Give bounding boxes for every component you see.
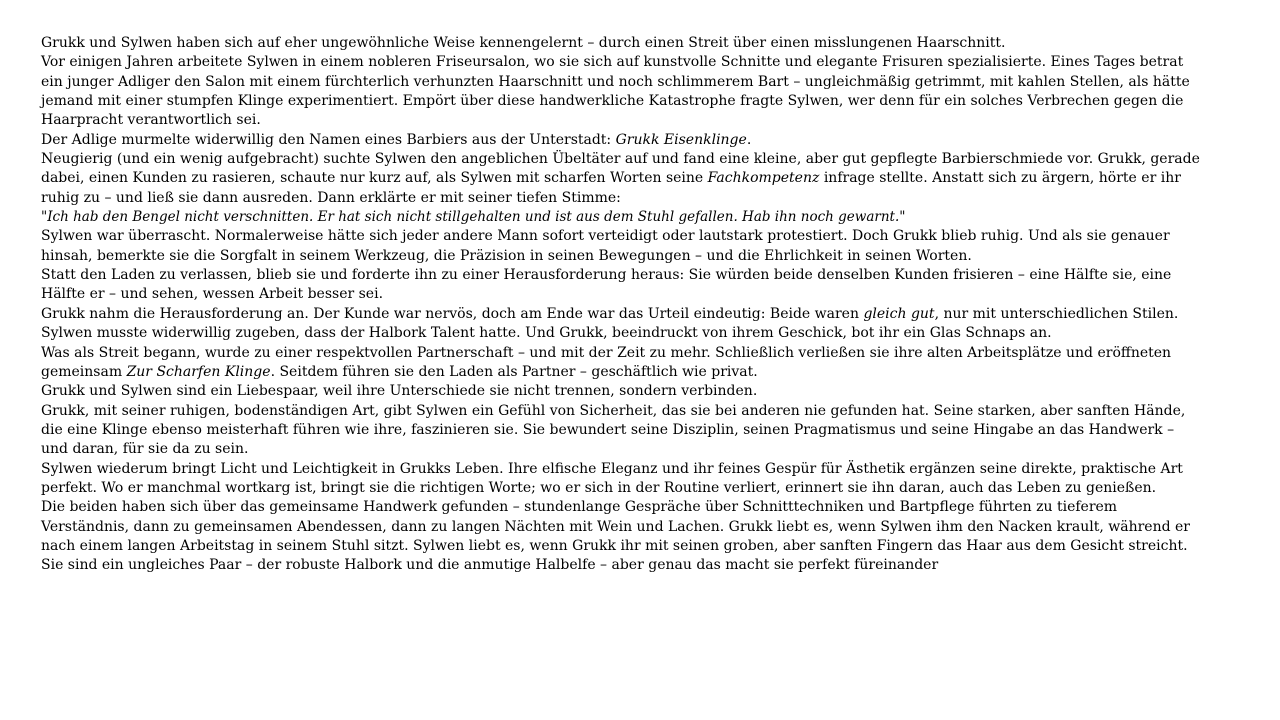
paragraph bbox=[41, 227, 1201, 266]
paragraph-text: Grukk und Sylwen haben sich auf eher ungewöhnliche Weise kennengelernt – durch einen Streit über einen misslungenen Haarschnitt. bbox=[41, 35, 1006, 51]
paragraph-text: Sie sind ein ungleiches Paar – der robuste Halbork und die anmutige Halbelfe – aber genau das macht sie perfekt füreinander bbox=[41, 557, 939, 574]
paragraph-text: . bbox=[746, 131, 752, 148]
paragraph bbox=[41, 498, 1201, 556]
paragraph-text: "Ich hab den Bengel nicht verschnitten. Er hat sich nicht stillgehalten und ist aus dem Stuhl gefallen. Hab ihn noch gewarnt." bbox=[41, 209, 906, 226]
emphasis-text: Fachkompetenz bbox=[707, 170, 820, 187]
paragraph bbox=[41, 150, 1201, 208]
paragraph-text: Sylwen war überrascht. Normalerweise hätte sich jeder andere Mann sofort verteidigt oder lautstark protestiert. Doch Grukk blieb ruhig. Und als sie genauer hinsah, bemerkte sie die Sorgfalt in seinem Werkzeug, die Präzision in seinen Bewegungen – und die Ehrlichkeit in seinen Worten. bbox=[41, 228, 1170, 264]
paragraph bbox=[41, 53, 1201, 130]
document-text-block bbox=[41, 34, 1201, 576]
paragraph-text: , nur mit unterschiedlichen Stilen. Sylwen musste widerwillig zugeben, dass der Halbork Talent hatte. Und Grukk, beeindruckt von ihrem Geschick, bot ihr ein Glas Schnaps an. bbox=[41, 305, 1179, 342]
paragraph bbox=[41, 402, 1201, 460]
paragraph bbox=[41, 34, 1201, 53]
paragraph-text: Vor einigen Jahren arbeitete Sylwen in einem nobleren Friseursalon, wo sie sich auf kunstvolle Schnitte und elegante Frisuren spezialisierte. Eines Tages betrat ein junger Adliger den Salon mit einem fürchterlich verhunzten Haarschnitt und noch schlimmerem Bart – ungleichmäßig getrimmt, mit kahlen Stellen, als hätte jemand mit einer stumpfen Klinge experimentiert. Empört über diese handwerkliche Katastrophe fragte Sylwen, wer denn für ein solches Verbrechen gegen die Haarpracht verantwortlich sei. bbox=[41, 54, 1190, 129]
paragraph-text: Der Adlige murmelte widerwillig den Namen eines Barbiers aus der Unterstadt: bbox=[41, 131, 616, 148]
paragraph-text: Statt den Laden zu verlassen, blieb sie und forderte ihn zu einer Herausforderung heraus: Sie würden beide denselben Kunden frisieren – eine Hälfte sie, eine Hälfte er – und sehen, wessen Arbeit besser sei. bbox=[41, 267, 1172, 303]
paragraph bbox=[41, 460, 1201, 499]
paragraph-text: Grukk, mit seiner ruhigen, bodenständigen Art, gibt Sylwen ein Gefühl von Sicherheit, das sie bei anderen nie gefunden hat. Seine starken, aber sanften Hände, die eine Klinge ebenso meisterhaft führen wie ihre, faszinieren sie. Sie bewundert seine Disziplin, seinen Pragmatismus und seine Hingabe an das Handwerk – und daran, für sie da zu sein. bbox=[41, 402, 1186, 458]
paragraph-text: . Seitdem führen sie den Laden als Partner – geschäftlich wie privat. bbox=[270, 363, 758, 380]
paragraph-text: Neugierig (und ein wenig aufgebracht) suchte Sylwen den angeblichen Übeltäter auf und fand eine kleine, aber gut gepflegte Barbierschmiede vor. Grukk, gerade dabei, einen Kunden zu rasieren, schaute nur kurz auf, als Sylwen mit scharfen Worten seine bbox=[41, 151, 1200, 187]
paragraph bbox=[41, 382, 1201, 401]
paragraph bbox=[41, 305, 1201, 344]
paragraph-text: Grukk und Sylwen sind ein Liebespaar, weil ihre Unterschiede sie nicht trennen, sondern verbinden. bbox=[41, 383, 758, 400]
paragraph bbox=[41, 344, 1201, 383]
paragraph bbox=[41, 266, 1201, 305]
paragraph-text: Die beiden haben sich über das gemeinsame Handwerk gefunden – stundenlange Gespräche über Schnitttechniken und Bartpflege führten zu tieferem Verständnis, dann zu gemeinsamen Abendessen, dann zu langen Nächten mit Wein und Lachen. Grukk liebt es, wenn Sylwen ihm den Nacken krault, während er nach einem langen Arbeitstag in seinem Stuhl sitzt. Sylwen liebt es, wenn Grukk ihr mit seinen groben, aber sanften Fingern das Haar aus dem Gesicht streicht. bbox=[41, 499, 1190, 554]
quote-paragraph bbox=[41, 208, 1201, 227]
paragraph-text: Was als Streit begann, wurde zu einer respektvollen Partnerschaft – und mit der Zeit zu mehr. Schließlich verließen sie ihre alten Arbeitsplätze und eröffneten gemeinsam bbox=[41, 344, 1172, 380]
paragraph bbox=[41, 556, 1201, 575]
emphasis-text: Zur Scharfen Klinge bbox=[126, 363, 271, 380]
emphasis-text: gleich gut bbox=[863, 305, 935, 322]
paragraph-text: infrage stellte. Anstatt sich zu ärgern, hörte er ihr ruhig zu – und ließ sie dann ausreden. Dann erklärte er mit seiner tiefen Stimme: bbox=[41, 170, 1181, 206]
paragraph-text: Sylwen wiederum bringt Licht und Leichtigkeit in Grukks Leben. Ihre elfische Eleganz und ihr feines Gespür für Ästhetik ergänzen seine direkte, praktische Art perfekt. Wo er manchmal wortkarg ist, bringt sie die richtigen Worte; wo er sich in der Routine verliert, erinnert sie ihn daran, auch das Leben zu genießen. bbox=[41, 460, 1183, 496]
paragraph bbox=[41, 131, 1201, 150]
paragraph-text: Grukk nahm die Herausforderung an. Der Kunde war nervös, doch am Ende war das Urteil eindeutig: Beide waren bbox=[41, 305, 864, 322]
emphasis-text: Grukk Eisenklinge bbox=[615, 131, 747, 148]
